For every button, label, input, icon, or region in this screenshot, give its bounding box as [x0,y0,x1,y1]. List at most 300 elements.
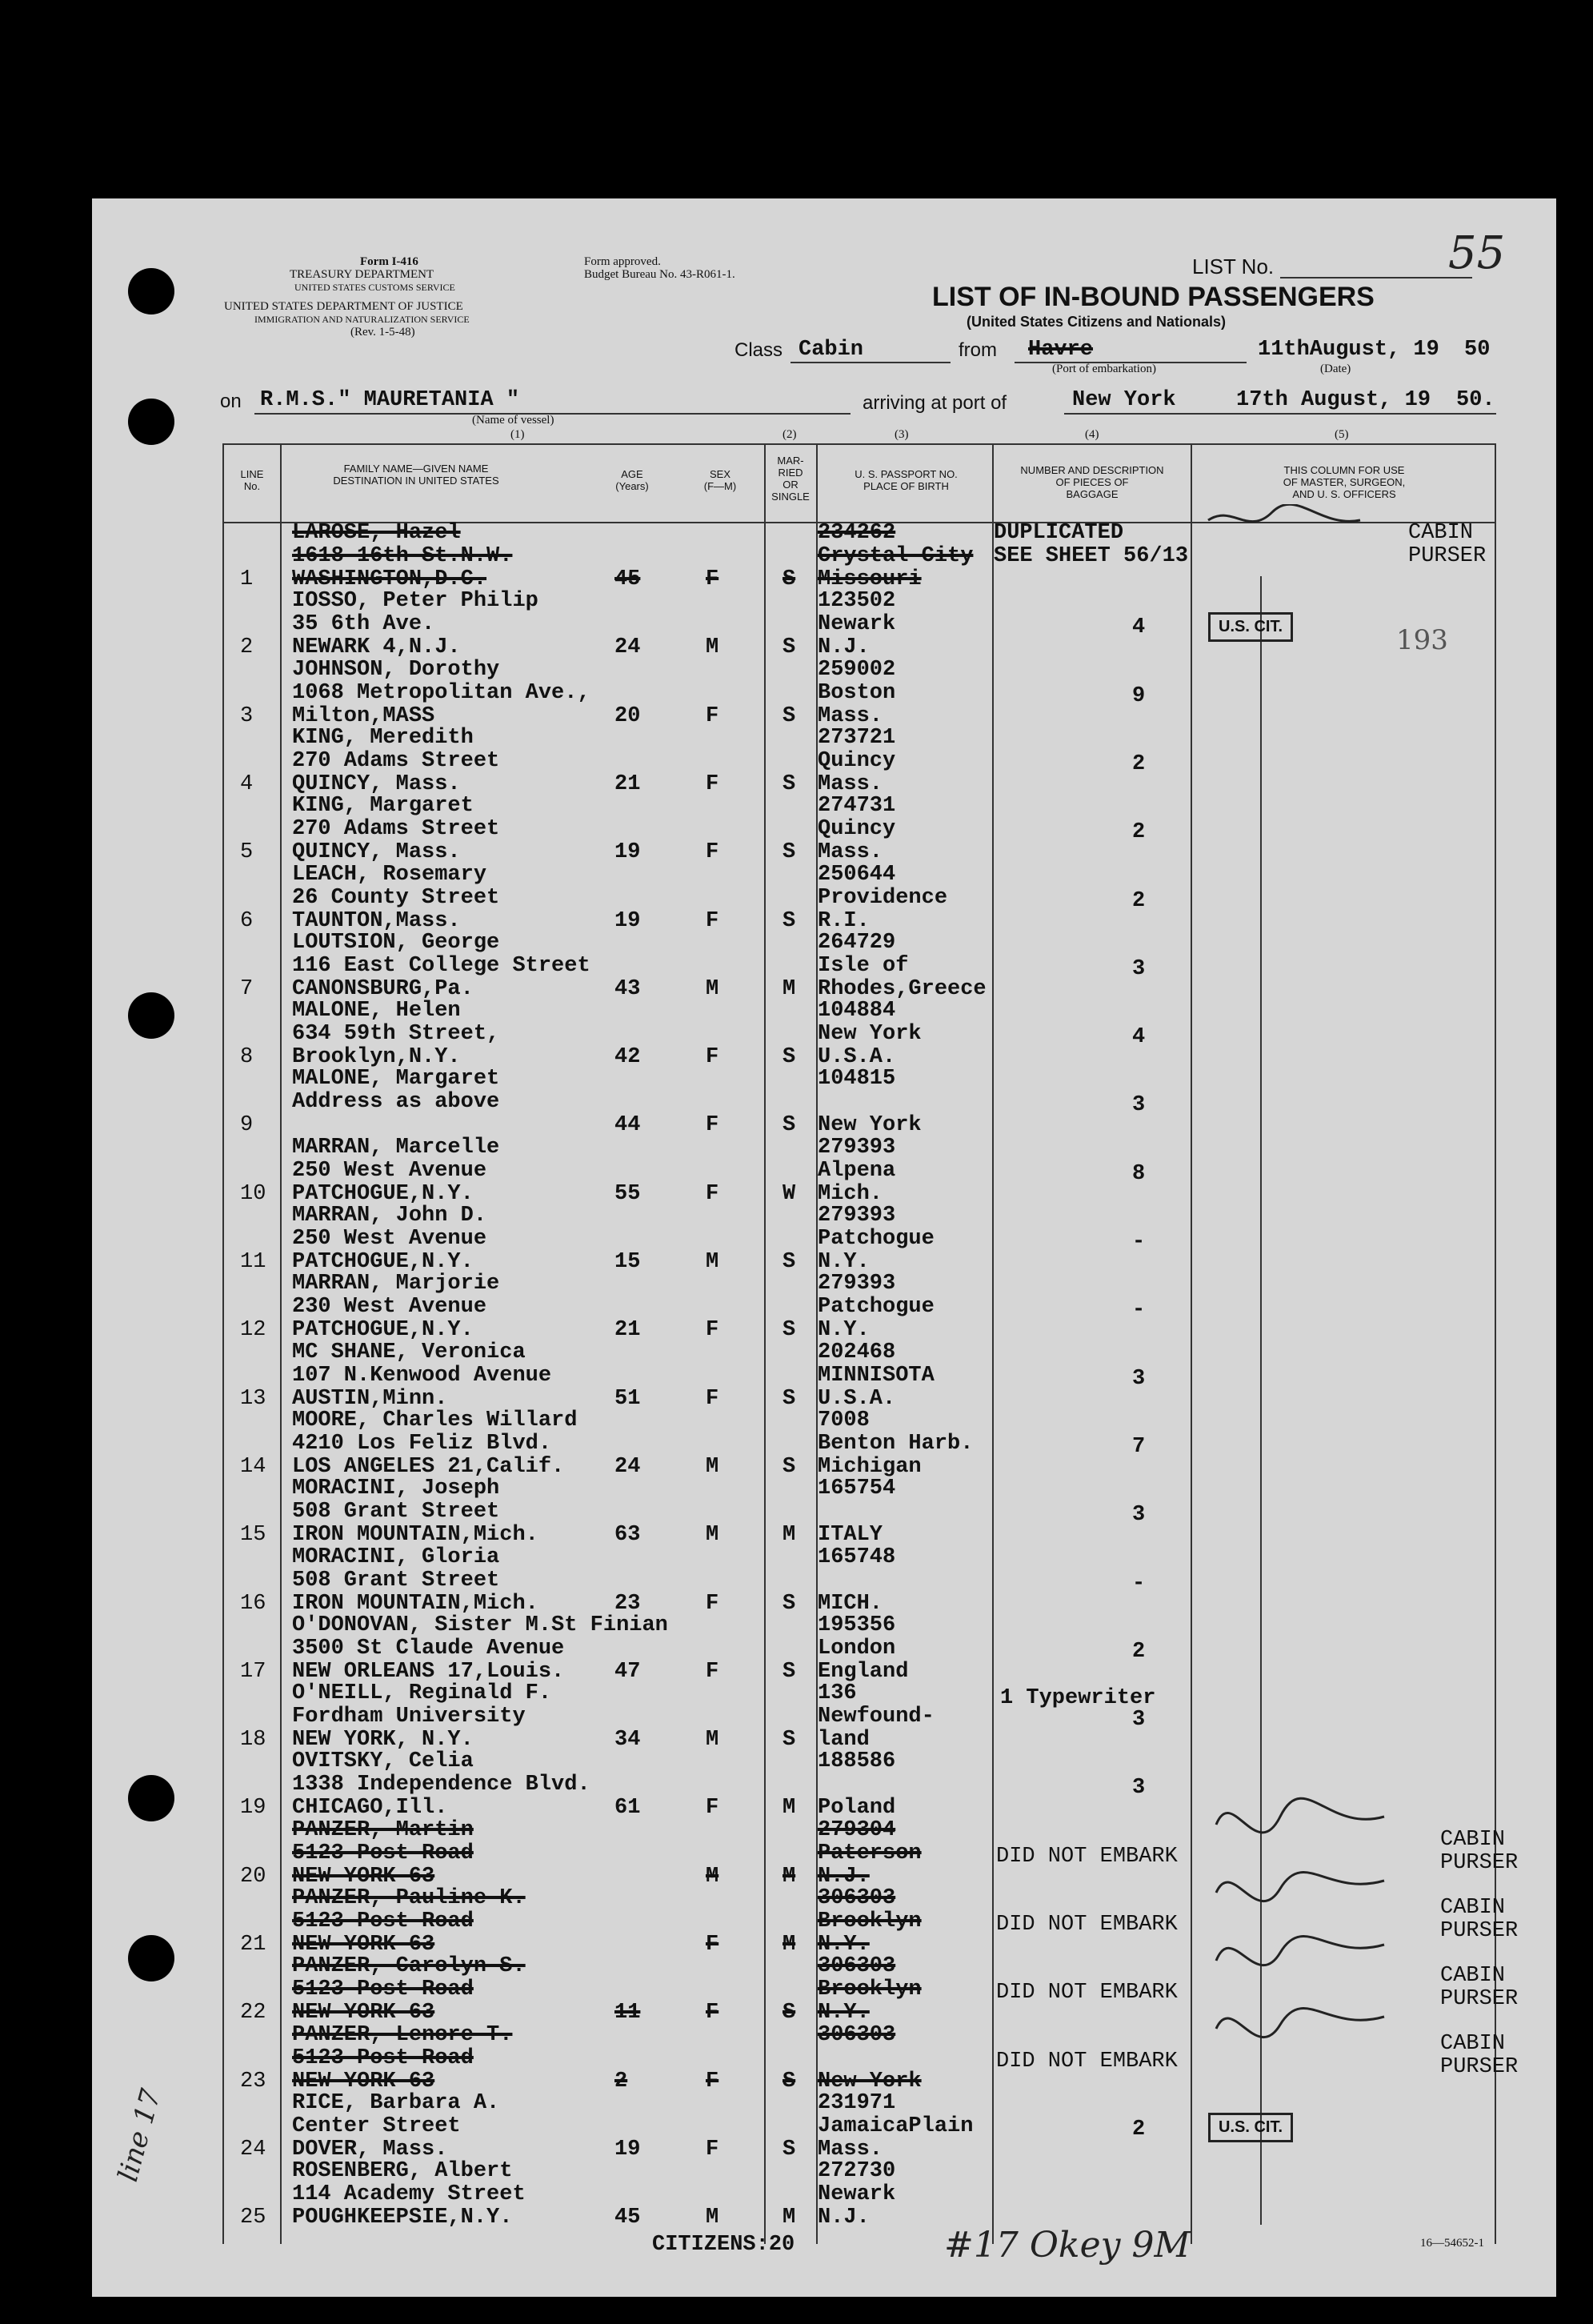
page-subtitle: (United States Citizens and Nationals) [967,314,1227,330]
birthplace-line: Benton Harb. [818,1431,974,1456]
birthplace-line: England [818,1659,909,1684]
destination-line: QUINCY, Mass. [292,771,461,796]
header-officers: THIS COLUMN FOR USE OF MASTER, SURGEON, AND U. S. OFFICERS [1283,464,1406,500]
page-title: LIST OF IN-BOUND PASSENGERS [932,282,1375,312]
passenger-name: LEACH, Rosemary [292,862,487,887]
birthplace-line: Alpena [818,1158,896,1183]
passenger-name: MARRAN, Marcelle [292,1135,500,1160]
birthplace-line: Mass. [818,703,883,728]
birthplace-line: Isle of [818,953,909,978]
destination-line: AUSTIN,Minn. [292,1386,448,1411]
line-number: 5 [240,840,254,865]
birthplace-line: Mass. [818,840,883,865]
age-value: 34 [614,1728,641,1753]
address-line: 250 West Avenue [292,1227,487,1251]
passenger-name: OVITSKY, Celia [292,1749,474,1774]
line-number: 1 [240,567,254,591]
baggage-count: 2 [1132,820,1146,845]
passport-number: 136 [818,1681,857,1706]
passport-number: 165754 [818,1477,896,1501]
birthplace-line: New York [818,1022,922,1047]
baggage-count: 2 [1132,2117,1146,2142]
vessel-caption: (Name of vessel) [472,414,554,427]
passenger-name: PANZER, Lenore T. [292,2022,513,2047]
destination-line: NEW YORK 63 [292,1864,435,1889]
passport-number: 250644 [818,862,896,887]
address-line: 35 6th Ave. [292,612,435,637]
birthplace-line: Patchogue [818,1227,935,1251]
age-value: 47 [614,1659,641,1684]
passport-number: 231971 [818,2090,896,2115]
age-value: 45 [614,567,641,591]
marital-status: M [782,1933,796,1957]
birthplace-line: N.J. [818,635,870,660]
destination-line: PATCHOGUE,N.Y. [292,1181,474,1206]
cabin-label: CABIN [1440,1828,1506,1852]
address-line: 107 N.Kenwood Avenue [292,1363,552,1388]
destination-line: Milton,MASS [292,703,435,728]
purser-label: PURSER [1440,1851,1519,1875]
destination-line: NEW YORK 63 [292,2069,435,2094]
age-value: 63 [614,1523,641,1548]
baggage-count: 3 [1132,1366,1146,1391]
marital-status: S [782,1386,796,1411]
age-value: 24 [614,1454,641,1479]
birthplace-line: U.S.A. [818,1386,896,1411]
birthplace-line: Poland [818,1796,896,1821]
embark-date: 11thAugust, 19 [1258,338,1439,362]
arrival-year: 50. [1456,388,1495,412]
binder-hole [128,268,174,315]
address-line: 1338 Independence Blvd. [292,1773,590,1797]
rev-label: (Rev. 1-5-48) [350,326,415,339]
address-line: 634 59th Street, [292,1022,500,1047]
destination-line: NEW YORK 63 [292,2001,435,2025]
line-number: 7 [240,976,254,1001]
binder-hole [128,399,174,445]
age-value: 45 [614,2206,641,2230]
passenger-name: RICE, Barbara A. [292,2090,500,2115]
age-value: 20 [614,703,641,728]
line-number: 14 [240,1454,266,1479]
sex-value: F [706,908,719,933]
port-caption: (Port of embarkation) [1052,363,1156,375]
did-not-embark-note: DID NOT EMBARK [996,1913,1178,1937]
destination-line: PATCHOGUE,N.Y. [292,1318,474,1343]
column-number: (2) [782,428,797,441]
class-label: Class [734,339,783,361]
passenger-name: MALONE, Margaret [292,1067,500,1092]
baggage-count: 2 [1132,1639,1146,1664]
marital-status: S [782,771,796,796]
birthplace-line: N.J. [818,2206,870,2230]
passport-number: 123502 [818,589,896,614]
line-number: 12 [240,1318,266,1343]
passport-number: 279393 [818,1204,896,1228]
passport-number: 195356 [818,1613,896,1637]
birthplace-line: ITALY [818,1523,883,1548]
birthplace-line: Rhodes,Greece [818,976,987,1001]
birthplace-line: London [818,1636,896,1661]
passenger-name: MARRAN, Marjorie [292,1272,500,1296]
officer-number: 193 [1396,624,1448,656]
passport-number: 104815 [818,1067,896,1092]
cabin-label: CABIN [1440,1964,1506,1988]
age-value: 21 [614,771,641,796]
sex-value: M [706,635,719,660]
table-top-rule [222,443,1496,445]
destination-line: QUINCY, Mass. [292,840,461,865]
address-line: 1618 16th St.N.W. [292,544,513,568]
class-value: Cabin [799,338,864,362]
birthplace-line: N.J. [818,1864,870,1889]
date-caption: (Date) [1320,363,1351,375]
marital-status: S [782,1659,796,1684]
from-value: Havre [1028,338,1094,362]
line-number: 19 [240,1796,266,1821]
baggage-count: 3 [1132,1708,1146,1733]
form-approved: Form approved. [584,255,661,268]
passport-number: 279304 [818,1817,896,1842]
birthplace-line: Patchogue [818,1295,935,1320]
birthplace-line: MICH. [818,1591,883,1616]
cabin-label: CABIN [1440,2032,1506,2056]
address-line: 230 West Avenue [292,1295,487,1320]
destination-line: DOVER, Mass. [292,2137,448,2162]
age-value: 44 [614,1113,641,1138]
passport-number: 202468 [818,1340,896,1364]
col-divider [764,443,766,2244]
address-line: 5123 Post Road [292,1841,474,1865]
duplicated-note: DUPLICATED [994,521,1124,545]
on-label: on [220,391,242,412]
sex-value: M [706,2206,719,2230]
passenger-name: LOUTSION, George [292,930,500,955]
address-line: 270 Adams Street [292,748,500,773]
address-line: 270 Adams Street [292,817,500,842]
address-line: 3500 St Claude Avenue [292,1636,565,1661]
arrival-port: New York [1072,388,1176,412]
birthplace-line: Brooklyn [818,1909,922,1933]
address-line: 5123 Post Road [292,1977,474,2002]
birthplace-line: R.I. [818,908,870,933]
address-line: 114 Academy Street [292,2182,526,2207]
marital-status: S [782,567,796,591]
birthplace-line: N.Y. [818,1318,870,1343]
purser-label: PURSER [1408,544,1487,568]
age-value: 42 [614,1045,641,1070]
marital-status: S [782,908,796,933]
passenger-name: PANZER, Pauline K. [292,1886,526,1910]
marital-status: M [782,1864,796,1889]
birthplace-line: New York [818,1113,922,1138]
list-number: 55 [1448,227,1506,279]
address-line: 508 Grant Street [292,1500,500,1525]
marital-status: M [782,2206,796,2230]
sex-value: M [706,1864,719,1889]
passenger-name: MORACINI, Gloria [292,1545,500,1569]
arrival-date: 17th August, 19 [1236,388,1431,412]
line-number: 17 [240,1659,266,1684]
citizens-total: CITIZENS:20 [652,2233,795,2257]
cabin-label: CABIN [1408,521,1474,545]
age-value: 51 [614,1386,641,1411]
birthplace-line: Boston [818,680,896,705]
arriving-label: arriving at port of [863,392,1007,414]
passport-number: 279393 [818,1135,896,1160]
column-number: (1) [510,428,525,441]
marital-status: S [782,2069,796,2094]
address-line: 250 West Avenue [292,1158,487,1183]
address-line: 1068 Metropolitan Ave., [292,680,590,705]
officer-signatures [1200,504,1424,2105]
sex-value: F [706,840,719,865]
destination-line: WASHINGTON,D.C. [292,567,487,591]
passport-number: 165748 [818,1545,896,1569]
arrival-underline [1064,413,1496,415]
line-number: 24 [240,2137,266,2162]
typewriter-note: 1 Typewriter [1000,1686,1156,1710]
birthplace-line: Mass. [818,2137,883,2162]
age-value: 19 [614,908,641,933]
destination-line: IRON MOUNTAIN,Mich. [292,1523,538,1548]
age-value: 2 [614,2069,628,2094]
birthplace-line: Mass. [818,771,883,796]
sex-value: F [706,1386,719,1411]
birthplace-line: JamaicaPlain [818,2114,974,2138]
birthplace-line: New York [818,2069,922,2094]
marital-status: M [782,976,796,1001]
line-number: 2 [240,635,254,660]
marital-status: S [782,703,796,728]
did-not-embark-note: DID NOT EMBARK [996,1844,1178,1869]
line-number: 6 [240,908,254,933]
marital-status: S [782,1454,796,1479]
baggage-count: 3 [1132,1776,1146,1801]
purser-label: PURSER [1440,2055,1519,2079]
marital-status: S [782,840,796,865]
sex-value: F [706,703,719,728]
passenger-name: KING, Meredith [292,725,474,750]
address-line: 116 East College Street [292,953,590,978]
header-age: AGE (Years) [615,468,649,492]
line-number: 11 [240,1250,266,1274]
header-baggage: NUMBER AND DESCRIPTION OF PIECES OF BAGGAGE [1020,464,1164,500]
list-no-label: LIST No. [1192,254,1275,278]
birthplace-line: Brooklyn [818,1977,922,2002]
passport-number: 306303 [818,1954,896,1979]
sex-value: F [706,1796,719,1821]
passenger-name: MC SHANE, Veronica [292,1340,526,1364]
birthplace-line: MINNISOTA [818,1363,935,1388]
line-number: 8 [240,1045,254,1070]
passenger-name: PANZER, Carolyn S. [292,1954,526,1979]
baggage-count: 9 [1132,683,1146,708]
us-citizen-stamp: U.S. CIT. [1208,2113,1293,2142]
marital-status: M [782,1796,796,1821]
passenger-name: IOSSO, Peter Philip [292,589,538,614]
age-value: 15 [614,1250,641,1274]
header-line-no: LINE No. [240,468,264,492]
destination-line: POUGHKEEPSIE,N.Y. [292,2206,513,2230]
marital-status: S [782,2001,796,2025]
treasury-label: TREASURY DEPARTMENT [290,268,434,281]
sex-value: F [706,1591,719,1616]
address-line: 5123 Post Road [292,2046,474,2070]
destination-line: NEW YORK, N.Y. [292,1728,474,1753]
destination-line: LOS ANGELES 21,Calif. [292,1454,565,1479]
column-number: (4) [1085,428,1099,441]
sex-value: F [706,771,719,796]
passenger-name: JOHNSON, Dorothy [292,657,500,682]
us-citizen-stamp: U.S. CIT. [1208,612,1293,642]
passport-number: 234262 [818,521,896,545]
line-number: 16 [240,1591,266,1616]
baggage-count: 2 [1132,888,1146,913]
passenger-name: MALONE, Helen [292,999,461,1024]
cabin-label: CABIN [1440,1896,1506,1920]
birthplace-line: Newfound- [818,1705,935,1729]
from-label: from [959,339,997,361]
passport-number: 259002 [818,657,896,682]
destination-line: Brooklyn,N.Y. [292,1045,461,1070]
line-number: 20 [240,1864,266,1889]
address-line: 508 Grant Street [292,1568,500,1593]
side-note: line 17 [112,2086,168,2186]
sex-value: M [706,1728,719,1753]
budget-label: Budget Bureau No. 43-R061-1. [584,268,735,281]
birthplace-line: Quincy [818,748,896,773]
passenger-name: PANZER, Martin [292,1817,474,1842]
line-number: 4 [240,771,254,796]
passport-number: 306303 [818,1886,896,1910]
form-number: Form I-416 [360,255,418,268]
line-number: 22 [240,2001,266,2025]
line-number: 3 [240,703,254,728]
ins-label: IMMIGRATION AND NATURALIZATION SERVICE [254,314,470,325]
sex-value: M [706,1523,719,1548]
marital-status: S [782,1250,796,1274]
birthplace-line: N.Y. [818,2001,870,2025]
baggage-count: 3 [1132,1503,1146,1528]
passenger-name: O'DONOVAN, Sister M.St Finian [292,1613,668,1637]
age-value: 43 [614,976,641,1001]
age-value: 21 [614,1318,641,1343]
marital-status: S [782,1045,796,1070]
sex-value: F [706,567,719,591]
line-number: 10 [240,1181,266,1206]
birthplace-line: Missouri [818,567,922,591]
marital-status: W [782,1181,796,1206]
age-value: 19 [614,840,641,865]
sex-value: F [706,1933,719,1957]
baggage-count: 3 [1132,1093,1146,1118]
passenger-name: MARRAN, John D. [292,1204,487,1228]
line-number: 15 [240,1523,266,1548]
destination-line: NEWARK 4,N.J. [292,635,461,660]
sex-value: F [706,2001,719,2025]
destination-line: CANONSBURG,Pa. [292,976,474,1001]
marital-status: S [782,1728,796,1753]
col-divider [222,443,224,2244]
birthplace-line: Quincy [818,817,896,842]
passport-number: 7008 [818,1408,870,1432]
line-number: 21 [240,1933,266,1957]
birthplace-line: U.S.A. [818,1045,896,1070]
justice-label: UNITED STATES DEPARTMENT OF JUSTICE [224,300,463,313]
binder-hole [128,992,174,1039]
baggage-count: 8 [1132,1161,1146,1186]
marital-status: S [782,1318,796,1343]
sex-value: M [706,1250,719,1274]
col-divider [992,443,994,2244]
address-line: Center Street [292,2114,461,2138]
handwritten-total: #17 Okey 9M [944,2225,1191,2266]
destination-line: NEW YORK 63 [292,1933,435,1957]
passenger-name: ROSENBERG, Albert [292,2159,513,2184]
marital-status: M [782,1523,796,1548]
age-value: 23 [614,1591,641,1616]
col-divider [1191,443,1192,2244]
customs-label: UNITED STATES CUSTOMS SERVICE [294,282,455,293]
sex-value: F [706,1113,719,1138]
address-line: 5123 Post Road [292,1909,474,1933]
address-line: Address as above [292,1090,500,1115]
class-underline [790,362,951,363]
baggage-count: 4 [1132,1025,1146,1050]
baggage-count: - [1132,1571,1146,1596]
age-value: 24 [614,635,641,660]
did-not-embark-note: DID NOT EMBARK [996,2049,1178,2074]
age-value: 19 [614,2137,641,2162]
sex-value: M [706,976,719,1001]
birthplace-line: N.Y. [818,1933,870,1957]
header-married: MAR- RIED OR SINGLE [771,455,810,503]
form-code: 16—54652-1 [1420,2237,1484,2250]
embark-year: 50 [1464,338,1491,362]
destination-line: NEW ORLEANS 17,Louis. [292,1659,565,1684]
binder-hole [128,1775,174,1821]
baggage-count: - [1132,1230,1146,1254]
vessel-name: R.M.S." MAURETANIA " [260,388,520,412]
birthplace-line: Michigan [818,1454,922,1479]
passport-number: 104884 [818,999,896,1024]
age-value: 55 [614,1181,641,1206]
header-name: FAMILY NAME—GIVEN NAME DESTINATION IN UNITED STATES [333,463,499,487]
col-divider [280,443,282,2244]
header-sex: SEX (F—M) [703,468,737,492]
header-passport: U. S. PASSPORT NO. PLACE OF BIRTH [855,468,958,492]
age-value: 11 [614,2001,641,2025]
sex-value: F [706,1045,719,1070]
line-number: 23 [240,2069,266,2094]
line-number: 9 [240,1113,254,1138]
baggage-count: 7 [1132,1434,1146,1459]
birthplace-line: land [818,1728,870,1753]
passport-number: 273721 [818,725,896,750]
birthplace-line: N.Y. [818,1250,870,1274]
sex-value: F [706,2137,719,2162]
passenger-name: MORACINI, Joseph [292,1477,500,1501]
column-number: (3) [895,428,909,441]
birthplace-line: Crystal City [818,544,974,568]
birthplace-line: Providence [818,885,948,910]
marital-status: S [782,635,796,660]
address-line: Fordham University [292,1705,526,1729]
passport-number: 264729 [818,930,896,955]
did-not-embark-note: DID NOT EMBARK [996,1981,1178,2005]
passenger-name: KING, Margaret [292,794,474,819]
